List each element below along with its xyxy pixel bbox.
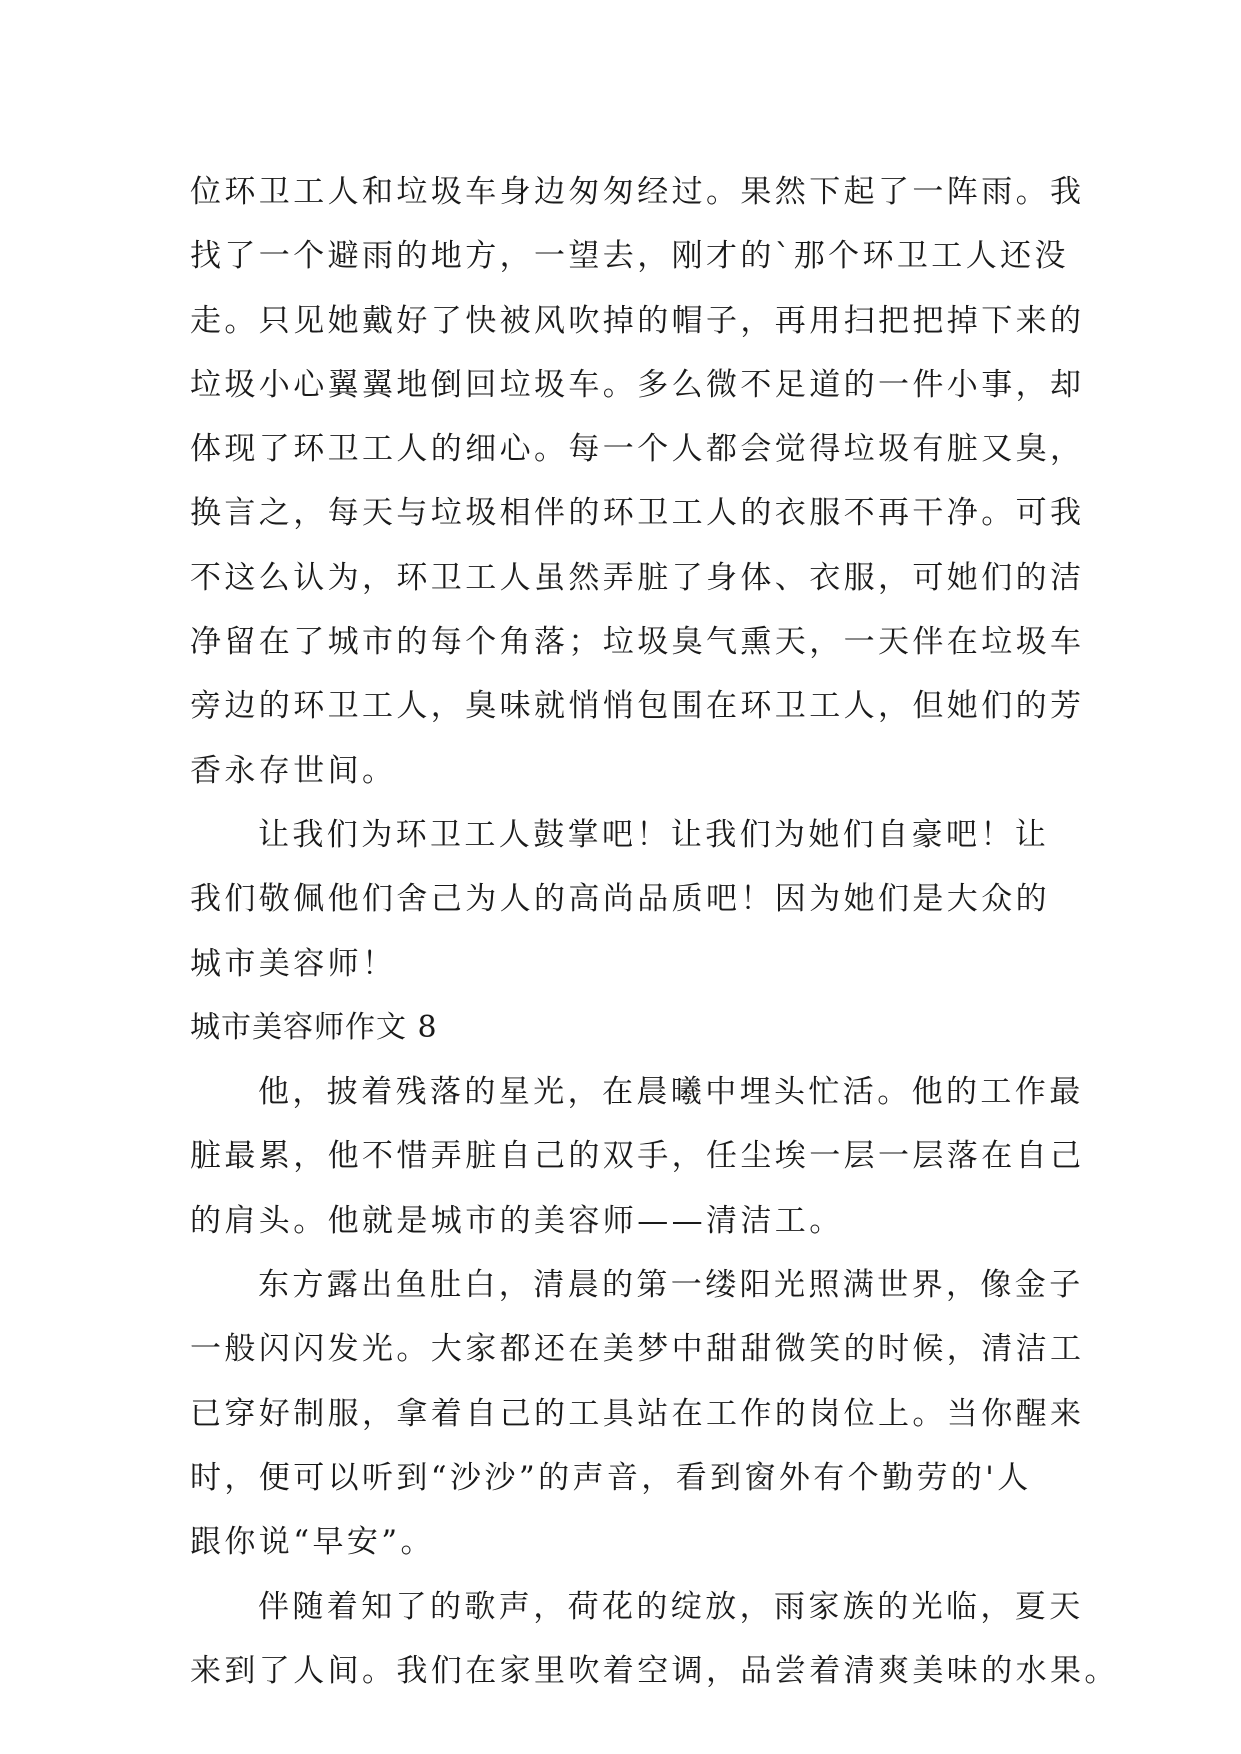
paragraph-line: 伴随着知了的歌声，荷花的绽放，雨家族的光临，夏天 xyxy=(258,1588,1084,1625)
paragraph-line: 位环卫工人和垃圾车身边匆匆经过。果然下起了一阵雨。我 xyxy=(190,174,1085,210)
paragraph-line: 已穿好制服，拿着自己的工具站在工作的岗位上。当你醒来 xyxy=(190,1395,1085,1432)
paragraph-line: 脏最累，他不惜弄脏自己的双手，任尘埃一层一层落在自己 xyxy=(190,1138,1085,1175)
paragraph-line: 走。只见她戴好了快被风吹掉的帽子，再用扫把把掉下来的 xyxy=(190,302,1085,339)
paragraph-line: 找了一个避雨的地方，一望去，刚才的`那个环卫工人还没 xyxy=(190,238,1069,275)
paragraph-line: 跟你说“早安”。 xyxy=(190,1524,435,1561)
section-heading: 城市美容师作文 8 xyxy=(190,1009,438,1045)
paragraph-line: 旁边的环卫工人，臭味就悄悄包围在环卫工人，但她们的芳 xyxy=(190,688,1085,725)
paragraph-line: 我们敬佩他们舍己为人的高尚品质吧！因为她们是大众的 xyxy=(190,881,1050,918)
paragraph-line: 体现了环卫工人的细心。每一个人都会觉得垃圾有脏又臭， xyxy=(190,431,1085,468)
document-body xyxy=(190,160,1119,1703)
paragraph-line: 垃圾小心翼翼地倒回垃圾车。多么微不足道的一件小事，却 xyxy=(190,366,1085,403)
paragraph-line: 来到了人间。我们在家里吹着空调，品尝着清爽美味的水果。 xyxy=(190,1652,1119,1689)
paragraph-line: 净留在了城市的每个角落；垃圾臭气熏天，一天伴在垃圾车 xyxy=(190,624,1085,661)
paragraph-line: 换言之，每天与垃圾相伴的环卫工人的衣服不再干净。可我 xyxy=(190,495,1085,532)
paragraph-line: 城市美容师！ xyxy=(190,945,397,982)
paragraph-line: 时，便可以听到“沙沙”的声音，看到窗外有个勤劳的'人 xyxy=(190,1459,1032,1496)
paragraph-line: 东方露出鱼肚白，清晨的第一缕阳光照满世界，像金子 xyxy=(258,1267,1084,1304)
paragraph-line: 的肩头。他就是城市的美容师——清洁工。 xyxy=(190,1202,844,1239)
paragraph-line: 他，披着残落的星光，在晨曦中埋头忙活。他的工作最 xyxy=(258,1074,1084,1111)
paragraph-line: 不这么认为，环卫工人虽然弄脏了身体、衣服，可她们的洁 xyxy=(190,559,1085,596)
paragraph-line: 让我们为环卫工人鼓掌吧！让我们为她们自豪吧！让 xyxy=(258,816,1050,853)
paragraph-line: 一般闪闪发光。大家都还在美梦中甜甜微笑的时候，清洁工 xyxy=(190,1331,1085,1368)
paragraph-line: 香永存世间。 xyxy=(190,752,397,789)
